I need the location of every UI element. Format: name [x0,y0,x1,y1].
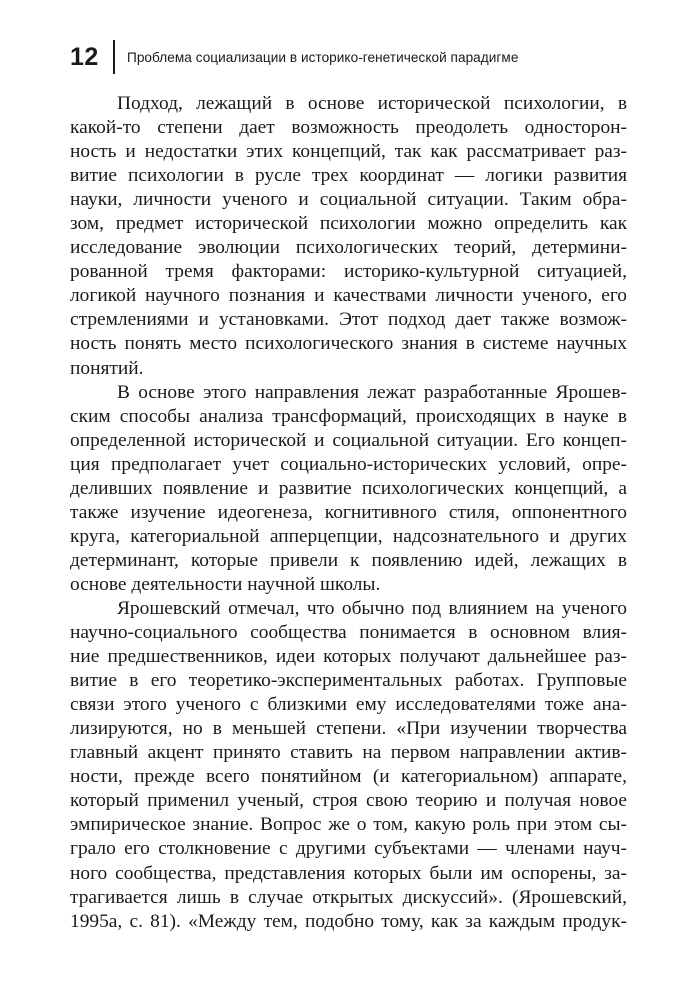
paragraph-2 [70,381,627,597]
text-line: ние предшественников, идеи которых получают дальнейшее раз- [70,646,627,668]
text-line: ция предполагает учет социально-исторических условий, опре- [70,453,627,475]
text-line: стремлениями и установками. Этот подход дает также возмож- [70,309,627,331]
text-line: основе деятельности научной школы. [70,573,381,595]
text-line: грало его столкновение с другими субъектами — членами науч- [70,838,627,860]
text-line: ного сообщества, представления которых были им оспорены, за- [70,862,627,884]
text-line: В основе этого направления лежат разработанные Ярошев- [117,381,627,403]
text-line: ность понять место психологического знания в системе научных [70,333,627,355]
text-line: 1995а, с. 81). «Между тем, подобно тому, как за каждым продук- [70,910,627,932]
text-line: науки, личности ученого и социальной ситуации. Таким обра- [70,189,627,211]
text-line: витие в его теоретико-экспериментальных работах. Групповые [70,670,627,692]
running-title: Проблема социализации в историко-генетической парадигме [127,49,519,65]
header-divider [113,40,115,74]
text-line: связи этого ученого с близкими ему исследователями тоже ана- [70,694,627,716]
text-line: зом, предмет исторической психологии можно определить как [70,213,627,235]
running-head [70,40,518,74]
text-line: также изучение идеогенеза, когнитивного стиля, оппонентного [70,501,627,523]
text-line: витие психологии в русле трех координат — логики развития [70,165,627,187]
text-line: определенной исторической и социальной ситуации. Его концеп- [70,429,627,451]
text-line: рованной тремя факторами: историко-культурной ситуацией, [70,261,627,283]
text-line: деливших появление и развитие психологических концепций, а [70,477,627,499]
text-line: круга, категориальной апперцепции, надсознательного и других [70,525,627,547]
text-line: какой-то степени дает возможность преодолеть односторон- [70,117,627,139]
text-line: который применил ученый, строя свою теорию и получая новое [70,790,627,812]
body-text [70,92,627,934]
text-line: логикой научного познания и качествами личности ученого, его [70,285,627,307]
text-line: Подход, лежащий в основе исторической психологии, в [117,93,627,114]
page-number: 12 [70,42,99,71]
text-line: трагивается лишь в случае открытых дискуссий». (Ярошевский, [70,886,627,908]
text-line: научно-социального сообщества понимается в основном влия- [70,622,627,644]
text-line: Ярошевский отмечал, что обычно под влиянием на ученого [117,597,627,619]
text-line: детерминант, которые привели к появлению идей, лежащих в [70,549,627,571]
text-line: ским способы анализа трансформаций, происходящих в науке в [70,405,627,427]
text-line: понятий. [70,357,144,379]
text-line: эмпирическое знание. Вопрос же о том, какую роль при этом сы- [70,814,627,836]
text-line: исследование эволюции психологических теорий, детермини- [70,237,627,259]
text-line: ность и недостатки этих концепций, так как рассматривает раз- [70,141,627,163]
text-line: ности, прежде всего понятийном (и категориальном) аппарате, [70,766,627,788]
text-line: лизируются, но в меньшей степени. «При изучении творчества [70,718,627,740]
paragraph-1 [70,92,627,381]
paragraph-3 [70,597,627,934]
text-line: главный акцент принято ставить на первом направлении актив- [70,742,627,764]
